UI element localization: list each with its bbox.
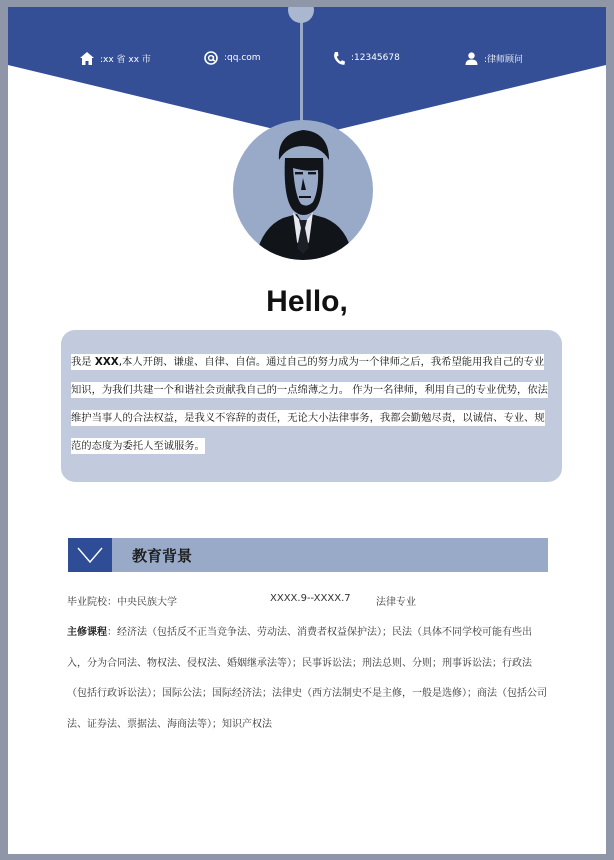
portrait-illustration bbox=[233, 120, 373, 260]
position-text: :律师顾问 bbox=[484, 54, 524, 65]
contact-position bbox=[465, 49, 523, 67]
intro-paragraph bbox=[71, 348, 551, 460]
courses-label: 主修课程 bbox=[67, 627, 107, 638]
resume-page bbox=[8, 7, 606, 854]
hello-heading: Hello, bbox=[266, 285, 348, 318]
home-icon bbox=[80, 52, 94, 65]
pendant-line bbox=[300, 17, 303, 135]
school: 毕业院校：中央民族大学 bbox=[67, 597, 177, 608]
user-icon bbox=[465, 52, 478, 65]
education-section-header bbox=[68, 538, 548, 572]
section-icon-box bbox=[68, 538, 112, 572]
address-text: :xx 省 xx 市 bbox=[100, 54, 151, 65]
intro-body: ,本人开朗、谦虚、自律、自信。通过自己的努力成为一个律师之后，我希望能用我自己的专业知识，为我们共建一个和谐社会贡献我自己的一点绵薄之力。 作为一名律师，利用自己的专业优势，依法维护当事人的合法权益，是我义不容辞的责任，无论大小法律事务，我都会勤勉尽责，以诚信、专业、规范的态度为委托人至诚服务。 bbox=[71, 356, 548, 452]
contact-email bbox=[204, 49, 261, 67]
intro-box bbox=[61, 330, 562, 482]
education-title: 教育背景 bbox=[132, 547, 193, 565]
avatar bbox=[233, 120, 373, 260]
contact-phone bbox=[333, 49, 400, 67]
intro-prefix: 我是 bbox=[71, 356, 95, 368]
chevron-down-icon bbox=[68, 538, 112, 572]
at-icon bbox=[204, 51, 218, 65]
major: 法律专业 bbox=[376, 597, 416, 608]
phone-icon bbox=[333, 51, 345, 66]
email-text: :qq.com bbox=[224, 53, 261, 63]
phone-text: :12345678 bbox=[351, 53, 400, 63]
intro-name: XXX bbox=[94, 356, 119, 368]
courses-text: ：经济法（包括反不正当竞争法、劳动法、消费者权益保护法）；民法（具体不同学校可能有些出入，分为合同法、物权法、侵权法、婚姻继承法等）；民事诉讼法；刑法总则、分则；刑事诉讼法；行政法（包括行政诉讼法）；国际公法；国际经济法；法律史（西方法制史不是主修，一般是选修）；商法（包括公司法、证券法、票据法、海商法等）；知识产权法 bbox=[67, 627, 547, 730]
courses-paragraph bbox=[67, 618, 551, 740]
contact-address bbox=[80, 49, 151, 67]
study-period: XXXX.9--XXXX.7 bbox=[270, 593, 351, 604]
